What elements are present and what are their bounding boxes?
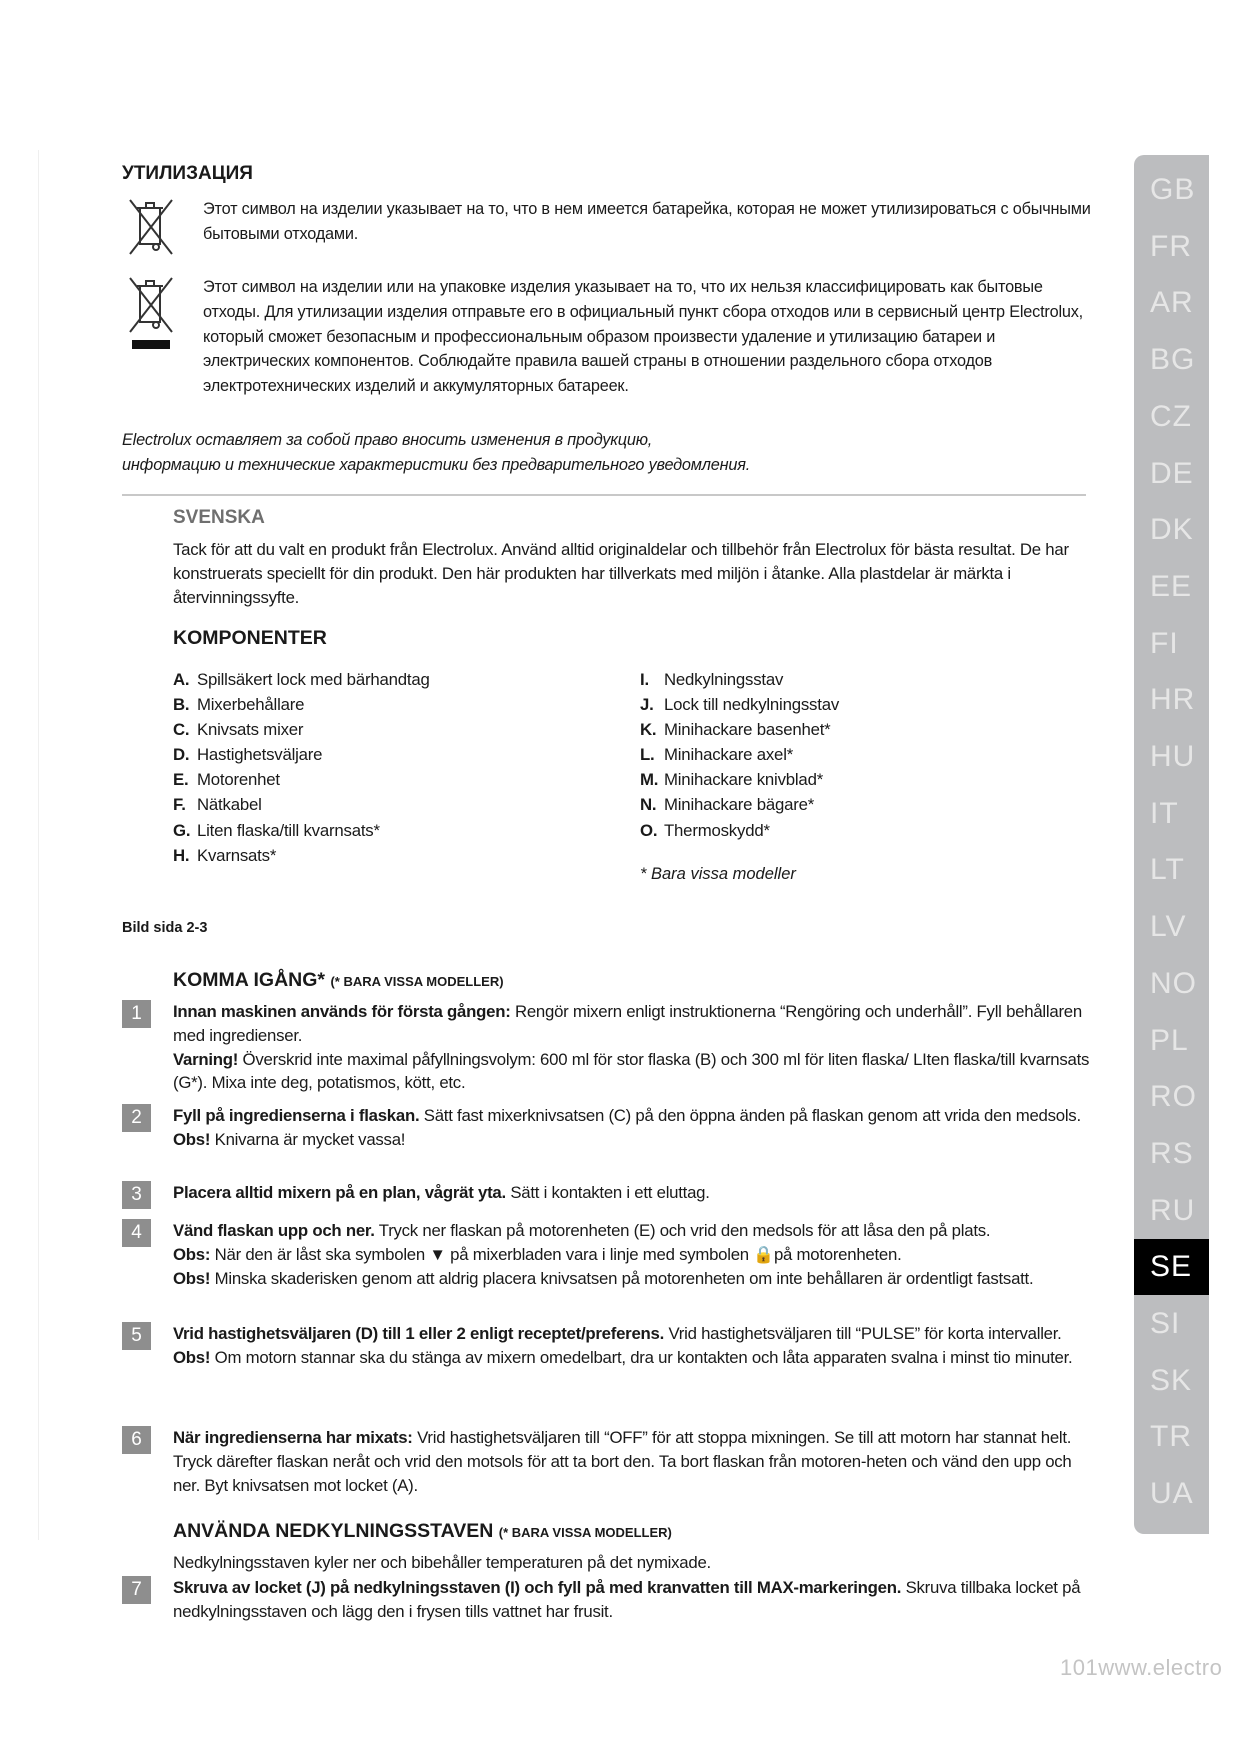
component-item: [173, 692, 430, 717]
language-tab-lt[interactable]: LT: [1150, 853, 1185, 887]
language-tab-si[interactable]: SI: [1150, 1307, 1181, 1340]
step-number-badge: 3: [122, 1181, 151, 1209]
language-tab-sidebar: [1134, 155, 1209, 1534]
language-tab-bg[interactable]: BG: [1150, 343, 1196, 377]
language-tab-fr[interactable]: FR: [1150, 229, 1192, 263]
component-label: Spillsäkert lock med bärhandtag: [197, 670, 430, 689]
step-paragraph: [173, 1322, 1097, 1346]
step-2: [122, 1104, 1097, 1152]
component-label: Minihackare axel*: [664, 745, 794, 765]
component-item: [173, 818, 430, 843]
language-tab-tr[interactable]: TR: [1150, 1420, 1192, 1454]
crossed-bin-bar-icon: [128, 276, 174, 352]
step-paragraph: [173, 1243, 1097, 1267]
component-label: Hastighetsväljare: [197, 745, 323, 765]
component-key: D.: [173, 745, 190, 765]
language-tab-it[interactable]: IT: [1150, 796, 1179, 830]
step-lead: Obs!: [173, 1129, 211, 1149]
page-margin-line: [38, 150, 39, 1540]
step-text: Rengör mixern enligt instruktionerna “Rengöring och underhåll”. Fyll behållaren med ingredienser.: [173, 1002, 1082, 1045]
component-label: Knivsats mixer: [197, 720, 304, 740]
step-paragraph: [173, 1181, 1097, 1205]
disclaimer-line: информацию и технические характеристики без предварительного уведомления.: [122, 455, 751, 474]
language-tab-de[interactable]: DE: [1150, 456, 1194, 490]
language-tab-ar[interactable]: AR: [1150, 286, 1194, 320]
step-number-badge: 4: [122, 1219, 151, 1247]
step-text: Vrid hastighetsväljaren till “OFF” för att stoppa mixningen. Se till att motorn har stannat helt. Tryck därefter flaskan neråt och vrid den motsols för att ta bort den. Ta bort flaskan från motoren-heten och vänd den upp och ner. Byt knivsatsen mot locket (A).: [173, 1428, 1072, 1495]
step-text: Överskrid inte maximal påfyllningsvolym: 600 ml för stor flaska (B) och 300 ml för liten flaska/ LIten flaska/till kvarnsats (G*). Mixa inte deg, potatismos, kött, etc.: [173, 1049, 1090, 1093]
component-key: A.: [173, 670, 190, 689]
step-paragraph: [173, 1219, 1097, 1243]
step-paragraph: [173, 1128, 1097, 1152]
step-text: Om motorn stannar ska du stänga av mixern omedelbart, dra ur kontakten och låta apparaten svalna i minst tio minuter.: [210, 1347, 1073, 1367]
language-tab-gb[interactable]: GB: [1150, 173, 1196, 206]
component-label: Minihackare basenhet*: [664, 720, 831, 740]
component-key: B.: [173, 695, 190, 715]
language-tab-pl[interactable]: PL: [1150, 1023, 1189, 1057]
step-text: Vrid hastighetsväljaren till “PULSE” för korta intervaller.: [664, 1324, 1062, 1343]
step-lead: Vänd flaskan upp och ner.: [173, 1221, 375, 1240]
component-item: [173, 667, 430, 692]
component-item: [640, 717, 839, 742]
language-tab-hr[interactable]: HR: [1150, 683, 1196, 717]
component-key: N.: [640, 795, 657, 815]
crossed-bin-icon: [128, 198, 174, 256]
disposal-heading: УТИЛИЗАЦИЯ: [122, 163, 253, 184]
language-heading: SVENSKA: [173, 507, 265, 528]
step-4: [122, 1219, 1097, 1290]
component-label: Liten flaska/till kvarnsats*: [197, 820, 380, 840]
figure-reference: Bild sida 2-3: [122, 920, 208, 936]
components-list-left: [173, 667, 430, 868]
component-item: [173, 767, 430, 792]
step-paragraph: [173, 1104, 1097, 1128]
component-key: L.: [640, 745, 655, 765]
language-tab-ro[interactable]: RO: [1150, 1080, 1197, 1114]
step-body: [173, 1322, 1097, 1370]
step-lead: Obs!: [173, 1347, 211, 1367]
language-tab-ee[interactable]: EE: [1150, 569, 1193, 603]
step-6: [122, 1426, 1097, 1497]
component-item: [173, 792, 430, 817]
language-tab-hu[interactable]: HU: [1150, 740, 1196, 773]
component-label: Lock till nedkylningsstav: [664, 695, 840, 715]
step-lead: Placera alltid mixern på en plan, vågrät yta.: [173, 1183, 506, 1202]
step-lead: Skruva av locket (J) på nedkylningsstaven (I) och fyll på med kranvatten till MAX-markeringen.: [173, 1578, 902, 1597]
language-tab-fi[interactable]: FI: [1150, 626, 1179, 660]
component-item: [640, 667, 839, 692]
heading-subtitle: (* BARA VISSA MODELLER): [330, 974, 504, 989]
step-5: [122, 1322, 1097, 1370]
component-key: G.: [173, 820, 191, 840]
component-item: [640, 818, 839, 843]
component-key: M.: [640, 770, 659, 790]
step-number-badge: 7: [122, 1576, 151, 1604]
disposal-text-weee: Этот символ на изделии или на упаковке изделия указывает на то, что их нельзя классифицировать как бытовые отходы. Для утилизации изделия отправьте его в официальный пункт сбора отходов или в сервисный центр Electrolux, который сможет безопасным и профессиональным образом произвести удаление и утилизацию батареи и электрических компонентов. Соблюдайте правила вашей страны в отношении раздельного сбора отходов электротехнических изделий и аккумуляторных батареек.: [203, 278, 1083, 396]
component-label: Minihackare bägare*: [664, 795, 815, 815]
step-number-badge: 5: [122, 1322, 151, 1350]
step-text: Skruva tillbaka locket på nedkylningsstaven och lägg den i frysen tills vattnet har frusit.: [173, 1578, 1081, 1621]
step-lead: Innan maskinen används för första gången:: [173, 1002, 511, 1021]
step-number-badge: 2: [122, 1104, 151, 1132]
component-key: F.: [173, 795, 186, 815]
component-item: [640, 692, 839, 717]
component-key: C.: [173, 720, 190, 740]
step-number-badge: 6: [122, 1426, 151, 1454]
component-item: [173, 742, 430, 767]
step-lead: Obs!: [173, 1268, 211, 1288]
intro-paragraph: Tack för att du valt en produkt från Electrolux. Använd alltid originaldelar och tillbehör från Electrolux för bästa resultat. De har konstruerats speciellt för din produkt. Den här produkten har tillverkats med miljön i åtanke. Alla plastdelar är märkta i återvinningssyfte.: [173, 540, 1069, 607]
component-label: Nedkylningsstav: [664, 670, 784, 689]
step-7: [122, 1576, 1097, 1624]
step-paragraph: [173, 1000, 1097, 1048]
cooling-intro: Nedkylningsstaven kyler ner och bibehåller temperaturen på det nymixade.: [173, 1553, 711, 1572]
component-key: O.: [640, 820, 658, 840]
step-body: [173, 1219, 1097, 1290]
components-note: * Bara vissa modeller: [640, 865, 796, 883]
step-3: [122, 1181, 1097, 1205]
component-label: Mixerbehållare: [197, 695, 305, 715]
component-item: [640, 742, 839, 767]
disclaimer: [122, 428, 750, 478]
component-label: Nätkabel: [197, 795, 262, 815]
component-key: I.: [640, 670, 649, 689]
component-label: Minihackare knivblad*: [664, 770, 824, 790]
component-label: Motorenhet: [197, 770, 280, 790]
components-heading: KOMPONENTER: [173, 627, 327, 649]
step-text: Sätt fast mixerknivsatsen (C) på den öppna änden på flaskan genom att vrida den medsols.: [419, 1106, 1081, 1125]
page-footer: 101www.electro: [1060, 1655, 1223, 1680]
component-key: E.: [173, 770, 189, 790]
language-tab-dk[interactable]: DK: [1150, 513, 1194, 547]
heading-subtitle: (* BARA VISSA MODELLER): [498, 1525, 672, 1540]
step-lead: Fyll på ingredienserna i flaskan.: [173, 1106, 420, 1125]
step-text: När den är låst ska symbolen ▼ på mixerbladen vara i linje med symbolen 🔒på motorenheten.: [210, 1244, 902, 1264]
step-lead: Vrid hastighetsväljaren (D) till 1 eller 2 enligt receptet/preferens.: [173, 1324, 665, 1343]
component-key: H.: [173, 845, 190, 865]
step-paragraph: [173, 1346, 1097, 1370]
step-paragraph: [173, 1048, 1097, 1096]
disclaimer-line: Electrolux оставляет за собой право вносить изменения в продукцию,: [122, 431, 653, 449]
component-item: [173, 717, 430, 742]
language-tab-lv[interactable]: LV: [1150, 910, 1187, 944]
getting-started-heading: [173, 969, 504, 992]
component-item: [640, 767, 839, 792]
step-lead: Varning!: [173, 1049, 239, 1069]
section-divider: [122, 494, 1086, 496]
step-lead: Obs:: [173, 1244, 211, 1264]
step-number-badge: 1: [122, 1000, 151, 1028]
step-body: [173, 1181, 1097, 1205]
step-text: Tryck ner flaskan på motorenheten (E) och vrid den medsols för att låsa den på plats.: [374, 1221, 991, 1240]
language-tab-ru[interactable]: RU: [1150, 1193, 1196, 1227]
language-tab-ua[interactable]: UA: [1150, 1477, 1194, 1511]
component-label: Kvarnsats*: [197, 845, 277, 865]
language-tab-no[interactable]: NO: [1150, 966, 1197, 1000]
step-body: [173, 1000, 1097, 1095]
component-label: Thermoskydd*: [664, 820, 770, 840]
step-1: [122, 1000, 1097, 1095]
step-text: Sätt i kontakten i ett eluttag.: [505, 1183, 710, 1202]
language-tab-se[interactable]: SE: [1134, 1239, 1209, 1295]
language-tab-sk[interactable]: SK: [1150, 1363, 1193, 1397]
step-paragraph: [173, 1267, 1097, 1291]
language-tab-rs[interactable]: RS: [1150, 1136, 1194, 1170]
component-key: K.: [640, 720, 657, 740]
components-list-right: [640, 667, 839, 843]
step-text: Minska skaderisken genom att aldrig placera knivsatsen på motorenheten om inte behållaren är ordentligt fastsatt.: [210, 1268, 1034, 1288]
disposal-text-battery: Этот символ на изделии указывает на то, что в нем имеется батарейка, которая не может утилизироваться с обычными бытовыми отходами.: [203, 200, 1091, 243]
component-item: [173, 843, 430, 868]
heading-title: KOMMA IGÅNG*: [173, 969, 326, 991]
component-key: J.: [640, 695, 654, 715]
cooling-heading: [173, 1520, 672, 1543]
step-body: [173, 1104, 1097, 1152]
step-paragraph: [173, 1426, 1097, 1497]
step-body: [173, 1426, 1097, 1497]
component-item: [640, 792, 839, 817]
step-lead: När ingredienserna har mixats:: [173, 1428, 413, 1447]
language-tab-cz[interactable]: CZ: [1150, 399, 1192, 433]
step-text: Knivarna är mycket vassa!: [210, 1129, 406, 1149]
heading-title: ANVÄNDA NEDKYLNINGSSTAVEN: [173, 1520, 494, 1542]
